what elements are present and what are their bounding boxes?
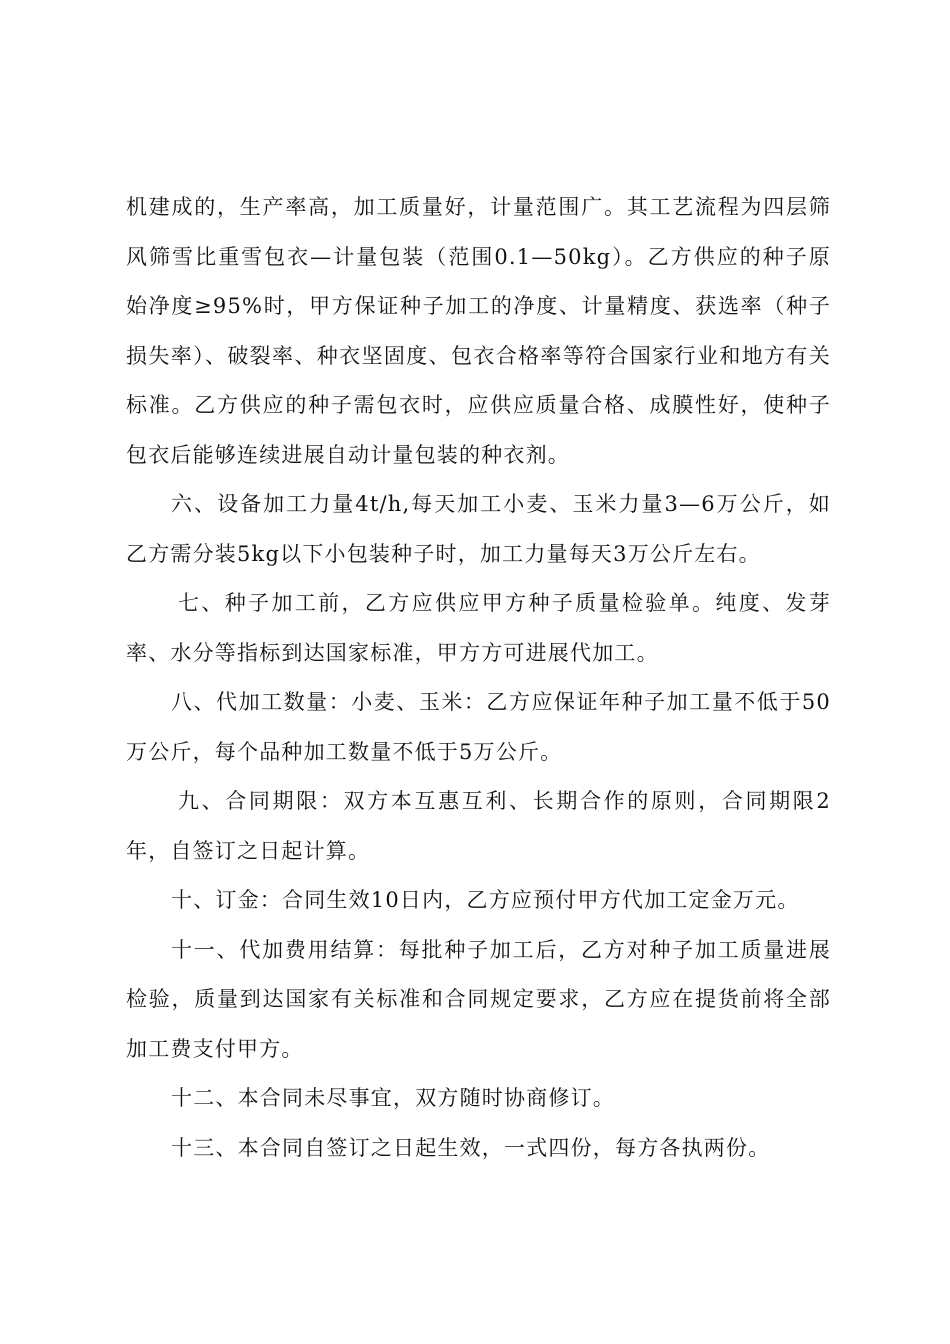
paragraph-clause-8: 八、代加工数量：小麦、玉米：乙方应保证年种子加工量不低于50万公斤，每个品种加工数量不低于5万公斤。 <box>126 690 831 764</box>
paragraph-clause-6: 六、设备加工力量4t/h,每天加工小麦、玉米力量3—6万公斤，如乙方需分装5kg以下小包装种子时，加工力量每天3万公斤左右。 <box>126 492 831 566</box>
paragraph-clause-7: 七、种子加工前，乙方应供应甲方种子质量检验单。纯度、发芽率、水分等指标到达国家标准，甲方方可进展代加工。 <box>126 591 831 665</box>
document-body <box>126 183 831 1173</box>
paragraph-clause-12: 十二、本合同未尽事宜，双方随时协商修订。 <box>171 1086 615 1110</box>
paragraph-clause-13: 十三、本合同自签订之日起生效，一式四份，每方各执两份。 <box>171 1135 771 1160</box>
paragraph-clause-9: 九、合同期限：双方本互惠互利、长期合作的原则，合同期限2年，自签订之日起计算。 <box>126 789 831 863</box>
paragraph-continuation: 机建成的，生产率高，加工质量好，计量范围广。其工艺流程为四层筛风筛雪比重雪包衣—计量包装（范围0.1—50kg）。乙方供应的种子原始净度≥95%时，甲方保证种子加工的净度、计量精度、获选率（种子损失率）、破裂率、种衣坚固度、包衣合格率等符合国家行业和地方有关标准。乙方供应的种子需包衣时，应供应质量合格、成膜性好，使种子包衣后能够连续进展自动计量包装的种衣剂。 <box>126 195 831 467</box>
paragraph-clause-10: 十、订金：合同生效10日内，乙方应预付甲方代加工定金万元。 <box>171 888 800 912</box>
paragraph-clause-11: 十一、代加费用结算：每批种子加工后，乙方对种子加工质量进展检验，质量到达国家有关标准和合同规定要求，乙方应在提货前将全部加工费支付甲方。 <box>126 937 831 1061</box>
